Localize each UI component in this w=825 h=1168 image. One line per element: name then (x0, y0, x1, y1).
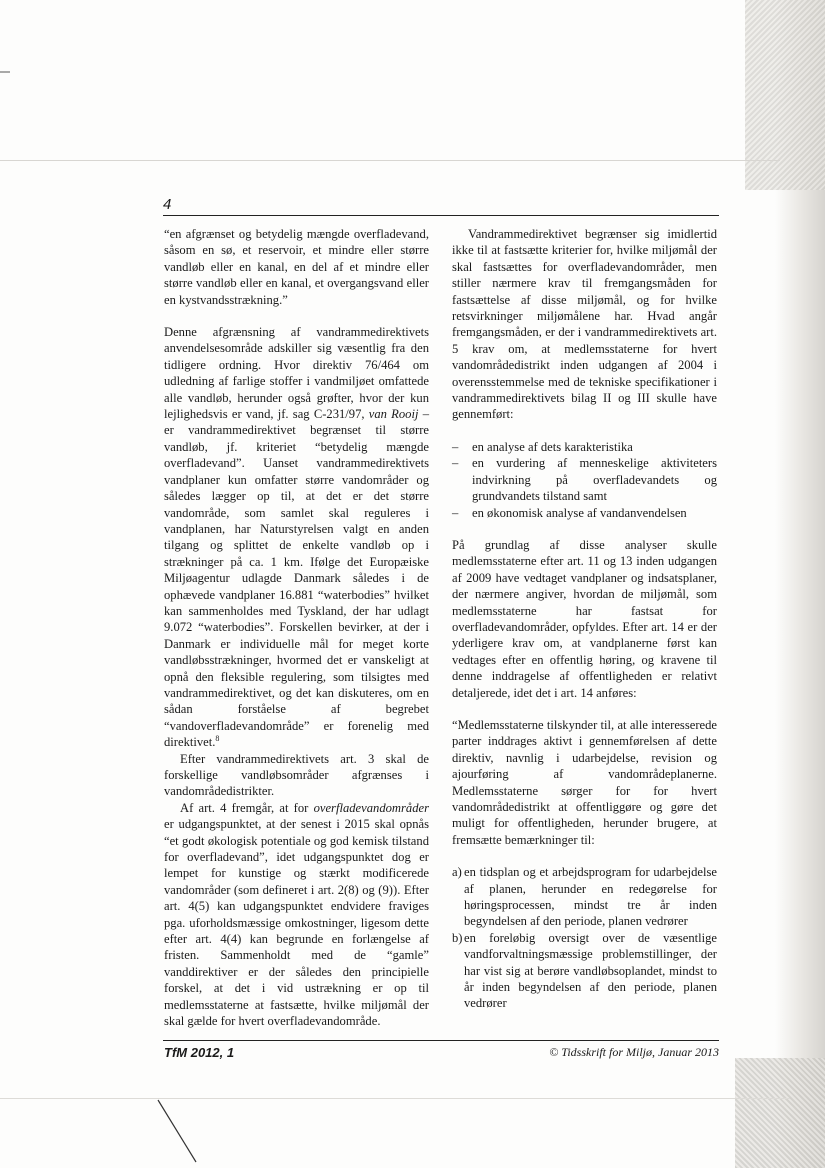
text-run: – er vandrammedirektivet begrænset til større vandløb, jf. kriteriet “betydelig mængde overfladevand”. Uanset vandrammedirektivets vandplaner kun omfatter større vandområder og således lægger op til, at det er det større vandområde, som samlet skal reguleres i vandplanen, har Naturstyrelsen valgt en anden tilgang og splittet de enkelte vandløb op i strækninger på ca. 1 km. Ifølge det Europæiske Miljøagentur udlagde Danmark således i de ophævede vandplaner 16.881 “waterbodies” hvilket kan sammenholdes med Tyskland, der har udlagt 9.072 “waterbodies”. Forskellen bevirker, at der i Danmark er individuelle mål for meget korte vandløbsstrækninger, hvormed det er vanskeligt at opnå den fleksible regulering, som tilsigtes med vandrammedirektivet, og det kan diskuteres, om en sådan forståelse af begrebet “vandoverfladevandområde” er forenelig med direktivet. (164, 407, 430, 750)
body-paragraph: Vandrammedirektivet begrænser sig imidlertid ikke til at fastsætte kriterier for, hvilke miljømål der skal fastsættes for overfladevandområder, men stiller nærmere krav til fremgangsmåden for fastsættelse af disse miljømål, og for hvilke retsvirkninger miljømålene har. Hvad angår fremgangsmåden, er der i vandrammedirektivets art. 5 krav om, at medlemsstaterne for hvert vandområdedistrikt inden udgangen af 2004 i overensstemmelse med de tekniske specifikationer i vandrammedirektivets bilag II og III skulle have gennemført: (452, 227, 717, 422)
quote-paragraph: “en afgrænset og betydelig mængde overfladevand, såsom en sø, et reservoir, et mindre eller større vandløb eller en kanal, en del af et mindre eller større vandløb eller en kanal, et overgangsvand eller en kystvandsstrækning.” (164, 227, 429, 307)
list-item-text: en tidsplan og et arbejdsprogram for udarbejdelse af planen, herunder en redegørelse for høringsprocessen, mindst tre år inden begyndelsen af den periode, planen vedrører (464, 865, 717, 929)
list-item (452, 864, 717, 930)
lettered-list (452, 864, 717, 1012)
body-paragraph (164, 800, 429, 1030)
body-paragraph: På grundlag af disse analyser skulle medlemsstaterne efter art. 11 og 13 inden udgangen af 2009 have vedtaget vandplaner og indsatsplaner, der nærmere angiver, hvordan de miljømål, som medlemsstaterne har fastsat for overfladevandområder, opfyldes. Efter art. 14 er der yderligere krav om, at vandplanerne først kan vedtages efter en offentlig høring, og kravene til denne inddragelse af offentligheden er relativt detaljerede, idet det i art. 14 anføres: (452, 537, 717, 700)
list-item: – en analyse af dets karakteristika (452, 439, 717, 455)
footer-rule (163, 1040, 719, 1041)
journal-issue: TfM 2012, 1 (164, 1045, 235, 1060)
page-number: 4 (163, 196, 172, 213)
header-rule (163, 215, 719, 216)
list-marker: b) (452, 930, 463, 945)
text-run: Af art. 4 fremgår, at for (180, 800, 314, 815)
list-item (452, 930, 717, 1012)
list-item-text: en foreløbig oversigt over de væsentlige vandforvaltningsmæssige problemstillinger, der har vist sig at berøre vandløbsoplandet, mindst to år inden begyndelsen af den periode, planen vedrører (464, 930, 717, 1011)
body-paragraph (164, 324, 429, 751)
list-item: – en vurdering af menneskelige aktiviteters indvirkning på overfladevandets og grundvandets tilstand samt (452, 455, 717, 504)
emphasized-term: overfladevandområder (313, 800, 429, 815)
footnote-ref: 8 (215, 734, 220, 743)
body-paragraph: Efter vandrammedirektivets art. 3 skal de forskellige vandløbsområder afgrænses i vandområdedistrikter. (164, 751, 429, 799)
quote-paragraph: “Medlemsstaterne tilskynder til, at alle interesserede parter inddrages aktivt i gennemførelsen af dette direktiv, navnlig i udarbejdelse, revision og ajourføring af vandområdeplanerne. Medlemsstaterne sørger for for hvert vandområdedistrikt at offentliggøre og gøre det muligt for offentligheden, herunder brugere, at fremsætte bemærkninger til: (452, 717, 717, 847)
case-name: van Rooij (368, 407, 419, 422)
copyright-notice: © Tidsskrift for Miljø, Januar 2013 (549, 1045, 719, 1059)
left-column (164, 226, 429, 1030)
right-column (452, 226, 717, 1012)
list-marker: a) (452, 865, 462, 880)
list-item: – en økonomisk analyse af vandanvendelsen (452, 505, 717, 521)
text-run: er udgangspunktet, at der senest i 2015 skal opnås “et godt økologisk potentiale og god kemisk tilstand for overfladevand”, idet udgangspunktet dog er lempet for kunstige og stærkt modificerede vandområder (som defineret i art. 2(8) og (9)). Efter art. 4(5) kan udgangspunktet endvidere fraviges pga. uforholdsmæssige omkostninger, ligesom dette efter art. 4(4) kan begrunde en forlængelse af fristen. Sammenholdt med de “gamle” vanddirektiver er der således den principielle forskel, at det i vid ustrækning er op til medlemsstaterne at fastsætte, hvilke miljømål der skal gælde for hvert overfladevandområde. (164, 817, 429, 1029)
dash-list (452, 439, 717, 521)
text-run: Denne afgrænsning af vandrammedirektivets anvendelsesområde adskiller sig væsentlig fra den tidligere ordning. Hvor direktiv 76/464 om udledning af farlige stoffer i vandmiljøet omfattede alle vandløb, herunder også grøfter, hvor der kun lejlighedsvis er vand, jf. sag C-231/97, (164, 325, 429, 422)
